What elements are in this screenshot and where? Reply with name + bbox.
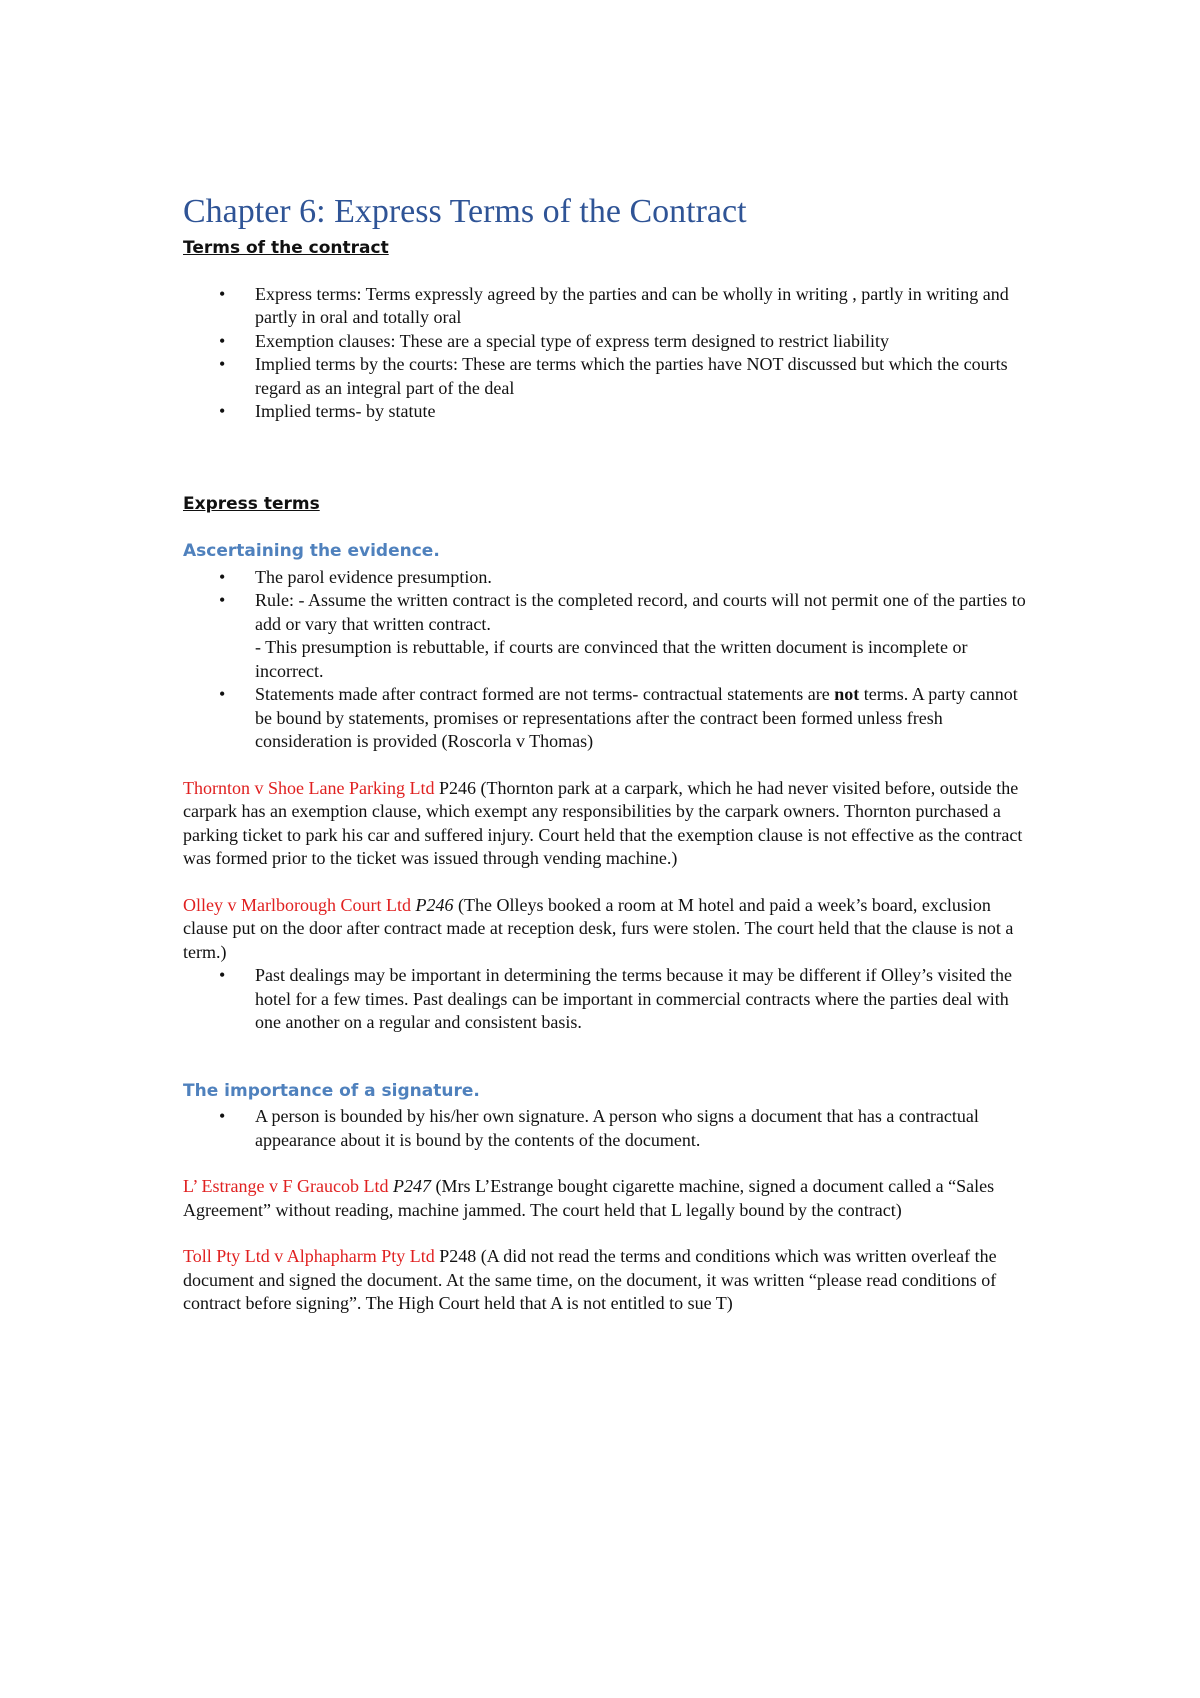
bullet-icon: • <box>219 684 226 704</box>
list-item: • Statements made after contract formed are not terms- contractual statements are not terms. A party cannot be bound by statements, promises or representations after the contract been formed unless fresh consideration is provided (Roscorla v Thomas) <box>219 684 1018 751</box>
bullet-icon: • <box>219 330 226 351</box>
list-item: • Express terms: Terms expressly agreed by the parties and can be wholly in writing , partly in writing and partly in oral and totally oral <box>219 283 1009 327</box>
case-olley: Olley v Marlborough Court Ltd P246 (The Olleys booked a room at M hotel and paid a week’s board, exclusion clause put on the door after contract made at reception desk, furs were stolen. The court held that the clause is not a term.) <box>183 894 1014 962</box>
signature-list <box>183 1105 1033 1152</box>
list-item: • A person is bounded by his/her own signature. A person who signs a document that has a contractual appearance about it is bound by the contents of the document. <box>219 1106 979 1150</box>
case-name: Thornton v Shoe Lane Parking Ltd <box>183 777 435 798</box>
case-thornton: Thornton v Shoe Lane Parking Ltd P246 (Thornton park at a carpark, which he had never visited before, outside the carpark has an exemption clause, which exempt any responsibilities by the carpark owners. Thornton purchased a parking ticket to park his car and suffered injury. Court held that the exemption clause is not effective as the contract was formed prior to the ticket was issued through vending machine.) <box>183 777 1023 868</box>
case-name: L’ Estrange v F Graucob Ltd <box>183 1176 389 1196</box>
list-item: • Rule: - Assume the written contract is the completed record, and courts will not permit one of the parties to add or vary that written contract. - This presumption is rebuttable, if courts are convinced that the written document is incomplete or incorrect. <box>219 590 1026 681</box>
case-lestrange: L’ Estrange v F Graucob Ltd P247 (Mrs L’Estrange bought cigarette machine, signed a document called a “Sales Agreement” without reading, machine jammed. The court held that L legally bound by the contract) <box>183 1176 995 1220</box>
list-item: • Implied terms- by statute <box>183 400 1033 424</box>
document-content <box>183 190 1033 1316</box>
case-ref: P246 <box>410 894 454 915</box>
bullet-icon: • <box>219 401 226 421</box>
bold-not: not <box>834 684 860 704</box>
bullet-icon: • <box>219 1106 226 1126</box>
express-terms-heading: Express terms <box>183 493 320 514</box>
terms-list <box>183 283 1033 424</box>
signature-heading: The importance of a signature. <box>183 1080 480 1101</box>
list-item: • The parol evidence presumption. <box>183 566 1033 590</box>
case-toll: Toll Pty Ltd v Alphapharm Pty Ltd P248 (A did not read the terms and conditions which was written overleaf the document and signed the document. At the same time, on the document, it was written “please read conditions of contract before signing”. The High Court held that A is not entitled to sue T) <box>183 1246 997 1313</box>
ascertaining-heading: Ascertaining the evidence. <box>183 541 440 561</box>
list-item: • Exemption clauses: These are a special type of express term designed to restrict liability <box>183 330 1033 354</box>
express-heading-row <box>183 492 1033 517</box>
olley-list <box>183 964 1033 1035</box>
case-name: Toll Pty Ltd v Alphapharm Pty Ltd <box>183 1246 435 1266</box>
terms-heading-row <box>183 236 1033 261</box>
bullet-icon: • <box>219 566 226 587</box>
bullet-icon: • <box>219 354 226 374</box>
case-name: Olley v Marlborough Court Ltd <box>183 894 411 915</box>
terms-heading: Terms of the contract <box>183 238 389 258</box>
page-title: Chapter 6: Express Terms of the Contract <box>183 193 747 230</box>
list-item: • Past dealings may be important in determining the terms because it may be different if Olley’s visited the hotel for a few times. Past dealings can be important in commercial contracts where the parties deal with one another on a regular and consistent basis. <box>219 965 1012 1032</box>
bullet-icon: • <box>219 590 226 610</box>
signature-heading-row <box>183 1079 1033 1104</box>
list-item: • Implied terms by the courts: These are terms which the parties have NOT discussed but which the courts regard as an integral part of the deal <box>219 354 1008 398</box>
case-ref: P247 <box>388 1176 431 1196</box>
bullet-icon: • <box>219 965 226 985</box>
ascertaining-heading-row <box>183 539 1033 564</box>
ascertaining-list <box>183 566 1033 754</box>
bullet-icon: • <box>219 283 226 304</box>
